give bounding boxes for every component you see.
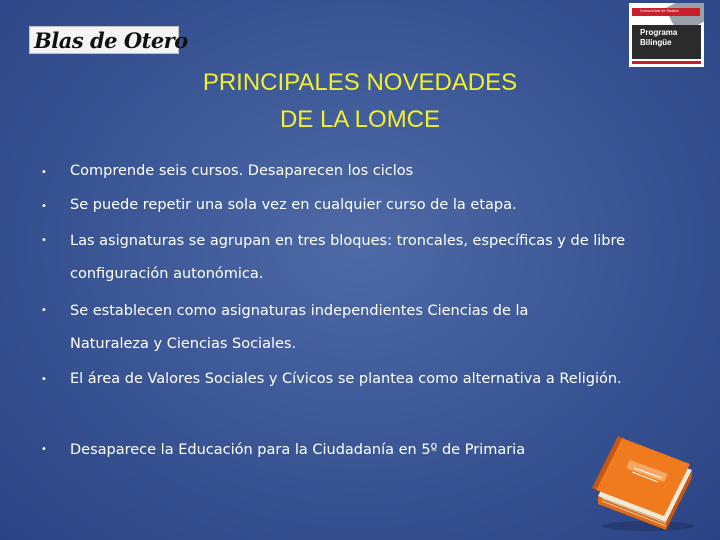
bullet-text: Comprende seis cursos. Desaparecen los ciclos (70, 163, 414, 179)
comunidad-madrid-banner (632, 8, 700, 16)
bullet-text: Se puede repetir una sola vez en cualquier curso de la etapa. (70, 197, 517, 213)
bullet-text: Las asignaturas se agrupan en tres bloques: troncales, específicas y de libre configuración autonómica. (70, 233, 626, 282)
bullet-dot-icon: • (41, 305, 47, 316)
slide-title-line-1: PRINCIPALES NOVEDADES (202, 69, 518, 96)
book-icon (588, 430, 698, 532)
bullet-text: Desaparece la Educación para la Ciudadanía en 5º de Primaria (70, 442, 526, 458)
bullet-dot-icon: • (41, 167, 47, 178)
bullet-text: El área de Valores Sociales y Cívicos se plantea como alternativa a Religión. (70, 371, 622, 387)
slide-title-line-2: DE LA LOMCE (279, 106, 441, 133)
blas-de-otero-logo (29, 26, 188, 54)
bullet-dot-icon: • (41, 444, 47, 455)
comunidad-madrid-text: Comunidad de Madrid (640, 9, 679, 13)
bullet-dot-icon: • (41, 235, 47, 246)
bilingue-text: Bilingüe (640, 38, 672, 47)
bullet-dot-icon: • (41, 374, 47, 385)
logo-left-text: Blas de Otero (34, 27, 188, 53)
logo-footer-bar (632, 61, 701, 64)
bullet-dot-icon: • (41, 201, 47, 212)
programa-bilingue-box (632, 25, 701, 59)
programa-bilingue-logo (629, 3, 704, 67)
bullet-text: Se establecen como asignaturas independientes Ciencias de la Naturaleza y Ciencias Sociales. (70, 303, 529, 352)
programa-text: Programa (640, 28, 678, 37)
